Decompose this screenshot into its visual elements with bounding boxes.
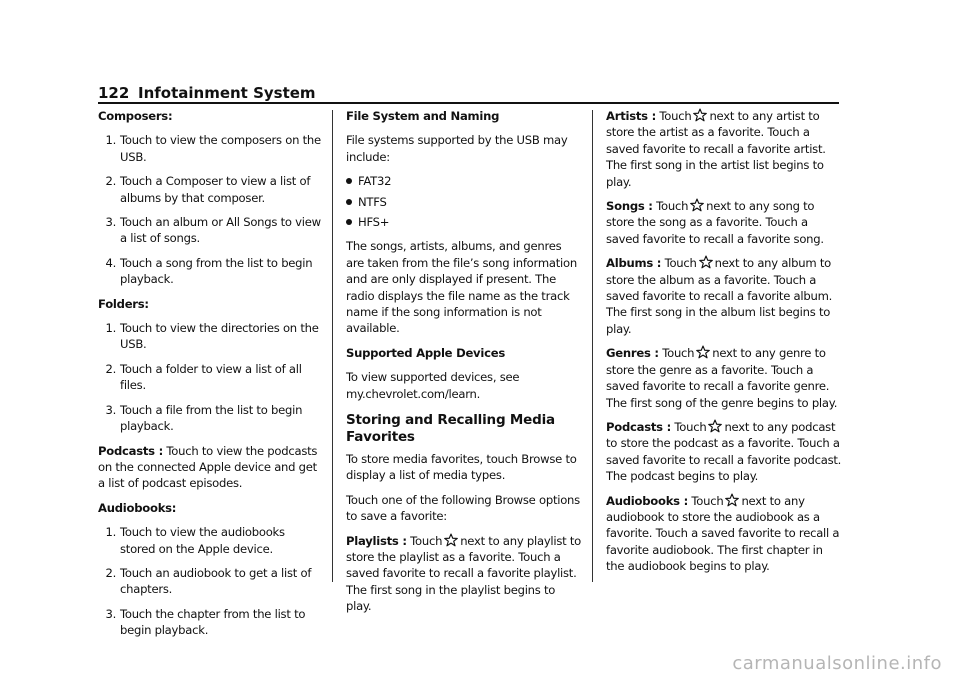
list-item: 1. Touch to view the directories on the USB.: [105, 321, 319, 352]
albums-paragraph: Albums : Touch next to any album to store the album as a favorite. Touch a saved favorite to recall a favorite album. The first song in the album list begins to play.: [606, 256, 833, 336]
column-divider-2: [592, 110, 593, 582]
page-footer: [0, 655, 960, 678]
column-3: [606, 108, 842, 583]
podcasts-favorite-paragraph: Podcasts : Touch next to any podcast to store the podcast as a favorite. Touch a saved favorite to recall a favorite podcast. The podcast begins to play.: [606, 419, 842, 484]
star-outline-icon: [693, 108, 707, 122]
list-item: 1. Touch to view the audiobooks stored on the Apple device.: [105, 525, 285, 556]
list-item: 2. Touch an audiobook to get a list of chapters.: [105, 565, 312, 597]
list-item: 3. Touch the chapter from the list to begin playback.: [105, 606, 306, 638]
folders-heading: Folders:: [98, 296, 149, 311]
playlists-label: Playlists :: [346, 533, 407, 548]
audiobooks-favorite-label: Audiobooks :: [606, 493, 688, 508]
file-system-heading: File System and Naming: [346, 109, 500, 123]
list-item: 2. Touch a folder to view a list of all files.: [105, 361, 302, 393]
storing-text-2: Touch one of the following Browse options to save a favorite:: [346, 492, 580, 524]
section-title: Infotainment System: [138, 84, 316, 102]
list-item: 2. Touch a Composer to view a list of albums by that composer.: [105, 174, 311, 205]
star-outline-icon: [699, 255, 713, 269]
file-system-intro: File systems supported by the USB may include:: [346, 133, 568, 164]
artists-paragraph: Artists : Touch next to any artist to store the artist as a favorite. Touch a saved favorite to recall a favorite artist. The first song in the artist list begins to play.: [606, 109, 826, 189]
list-item: FAT32: [346, 173, 582, 189]
folders-list: [98, 320, 322, 434]
artists-label: Artists :: [606, 109, 656, 123]
file-system-note: The songs, artists, albums, and genres are taken from the file’s song information and are only displayed if present. The radio displays the file name as the track name if the song information is not available.: [346, 239, 577, 336]
star-outline-icon: [725, 493, 739, 507]
genres-label: Genres :: [606, 346, 659, 361]
storing-text-1: To store media favorites, touch Browse to display a list of media types.: [346, 451, 577, 483]
star-outline-icon: [708, 419, 722, 433]
watermark: carmanualsonline.info: [732, 653, 942, 674]
podcasts-label: Podcasts :: [98, 443, 163, 458]
composers-heading: Composers:: [98, 109, 173, 123]
column-2: [346, 108, 582, 623]
column-1: [98, 108, 322, 647]
audiobooks-favorite-paragraph: Audiobooks : Touch next to any audiobook to store the audiobook as a favorite. Touch a saved favorite to recall a favorite audiobook. The first chapter in the audiobook begins to play.: [606, 493, 840, 574]
podcasts-favorite-label: Podcasts :: [606, 419, 671, 434]
list-item: 3. Touch a file from the list to begin playback.: [105, 402, 303, 434]
list-item: 1. Touch to view the composers on the USB.: [105, 133, 321, 164]
storing-heading: Storing and Recalling Media Favorites: [346, 412, 555, 445]
list-item: NTFS: [346, 194, 582, 210]
apple-devices-text: To view supported devices, see my.chevrolet.com/learn.: [346, 370, 520, 401]
star-outline-icon: [696, 345, 710, 359]
star-outline-icon: [690, 198, 704, 212]
file-system-list: [346, 173, 582, 230]
list-item: HFS+: [346, 214, 582, 230]
list-item: 3. Touch an album or All Songs to view a list of songs.: [105, 215, 321, 246]
page-number: 122: [98, 84, 130, 102]
songs-label: Songs :: [606, 199, 653, 214]
list-item: 4. Touch a song from the list to begin playback.: [105, 255, 313, 287]
column-divider-1: [332, 110, 333, 582]
albums-label: Albums :: [606, 256, 662, 271]
star-outline-icon: [444, 533, 458, 547]
audiobooks-heading: Audiobooks:: [98, 500, 177, 515]
audiobooks-list: [98, 524, 322, 638]
songs-paragraph: Songs : Touch next to any song to store the song as a favorite. Touch a saved favorite to recall a favorite song.: [606, 199, 824, 246]
header-rule: [98, 102, 839, 104]
podcasts-paragraph: Podcasts : Touch to view the podcasts on the connected Apple device and get a list of podcast episodes.: [98, 443, 318, 491]
apple-devices-heading: Supported Apple Devices: [346, 345, 505, 360]
genres-paragraph: Genres : Touch next to any genre to store the genre as a favorite. Touch a saved favorite to recall a favorite genre. The first song of the genre begins to play.: [606, 346, 838, 410]
playlists-paragraph: Playlists : Touch next to any playlist to store the playlist as a favorite. Touch a saved favorite to recall a favorite playlist. The first song in the playlist begins to play.: [346, 533, 582, 614]
composers-list: [98, 132, 322, 287]
